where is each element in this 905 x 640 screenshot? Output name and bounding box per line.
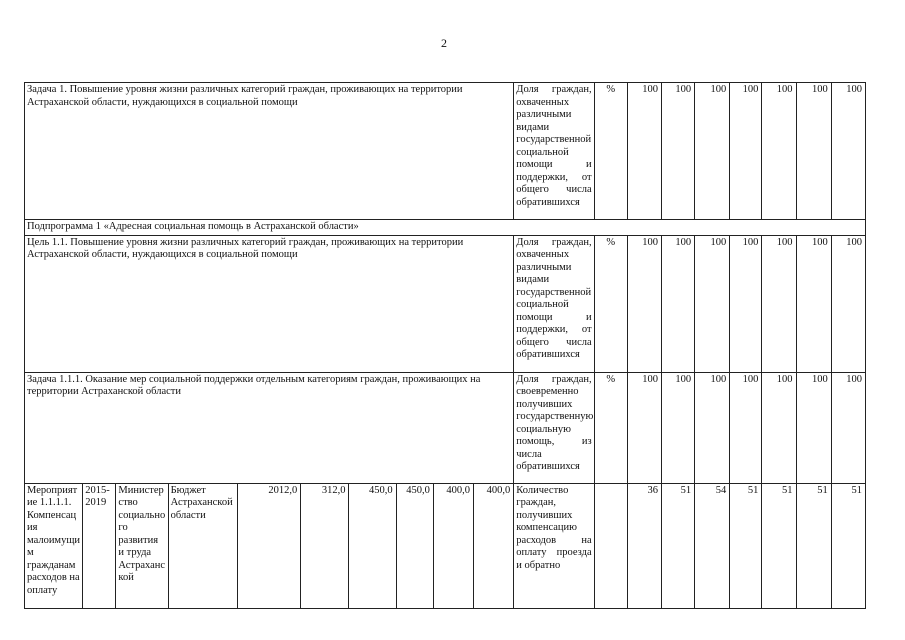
measure-value: 36	[627, 483, 661, 608]
program-table	[24, 82, 866, 609]
goal-1-1-value: 100	[695, 235, 730, 372]
measure-amount: 450,0	[349, 483, 396, 608]
measure-value: 51	[730, 483, 762, 608]
measure-unit	[594, 483, 627, 608]
measure-amount: 2012,0	[237, 483, 300, 608]
subprogram-row	[25, 220, 866, 236]
task-1-1-1-value: 100	[831, 372, 865, 483]
measure-amount: 400,0	[473, 483, 513, 608]
task-1-value: 100	[796, 83, 831, 220]
measure-value: 51	[796, 483, 831, 608]
task-1-1-1-text: Задача 1.1.1. Оказание мер социальной поддержки отдельным категориям граждан, проживающих на территории Астраханской области	[25, 372, 514, 483]
measure-source: Бюджет Астраханской области	[168, 483, 237, 608]
goal-1-1-indicator: Доля граждан, охваченных различными видами государственной социальной помощи и поддержки, от общего числа обратившихся	[514, 235, 594, 372]
goal-1-1-text: Цель 1.1. Повышение уровня жизни различных категорий граждан, проживающих на территории Астраханской области, нуждающихся в социальной помощи	[25, 235, 514, 372]
goal-1-1-unit: %	[594, 235, 627, 372]
task-1-1-1-unit: %	[594, 372, 627, 483]
task-1-1-1-value: 100	[661, 372, 694, 483]
task-1-row	[25, 83, 866, 220]
task-1-value: 100	[695, 83, 730, 220]
measure-executor: Министерство социального развития и труда Астраханской	[116, 483, 168, 608]
goal-1-1-value: 100	[661, 235, 694, 372]
goal-1-1-value: 100	[762, 235, 796, 372]
page-number: 2	[441, 36, 447, 50]
task-1-1-1-value: 100	[695, 372, 730, 483]
task-1-value: 100	[831, 83, 865, 220]
goal-1-1-value: 100	[796, 235, 831, 372]
goal-1-1-value: 100	[627, 235, 661, 372]
task-1-indicator: Доля граждан, охваченных различными видами государственной социальной помощи и поддержки, от общего числа обратившихся	[514, 83, 594, 220]
measure-period: 2015-2019	[83, 483, 116, 608]
goal-1-1-value: 100	[730, 235, 762, 372]
subprogram-title: Подпрограмма 1 «Адресная социальная помощь в Астраханской области»	[25, 220, 866, 236]
measure-value: 51	[762, 483, 796, 608]
measure-1-1-1-1-row	[25, 483, 866, 608]
task-1-value: 100	[627, 83, 661, 220]
task-1-value: 100	[762, 83, 796, 220]
task-1-1-1-row	[25, 372, 866, 483]
task-1-value: 100	[730, 83, 762, 220]
measure-indicator: Количество граждан, получивших компенсацию расходов на оплату проезда и обратно	[514, 483, 594, 608]
goal-1-1-value: 100	[831, 235, 865, 372]
task-1-1-1-value: 100	[796, 372, 831, 483]
measure-amount: 312,0	[301, 483, 349, 608]
task-1-1-1-value: 100	[762, 372, 796, 483]
task-1-1-1-indicator: Доля граждан, своевременно получивших государственную социальную помощь, из числа обратившихся	[514, 372, 594, 483]
task-1-unit: %	[594, 83, 627, 220]
measure-value: 51	[661, 483, 694, 608]
task-1-1-1-value: 100	[627, 372, 661, 483]
goal-1-1-row	[25, 235, 866, 372]
task-1-value: 100	[661, 83, 694, 220]
measure-name: Мероприятие 1.1.1.1. Компенсация малоимущим гражданам расходов на оплату	[25, 483, 83, 608]
task-1-text: Задача 1. Повышение уровня жизни различных категорий граждан, проживающих на территории Астраханской области, нуждающихся в социальной помощи	[25, 83, 514, 220]
task-1-1-1-value: 100	[730, 372, 762, 483]
measure-amount: 400,0	[433, 483, 473, 608]
measure-amount: 450,0	[396, 483, 433, 608]
measure-value: 51	[831, 483, 865, 608]
measure-value: 54	[695, 483, 730, 608]
